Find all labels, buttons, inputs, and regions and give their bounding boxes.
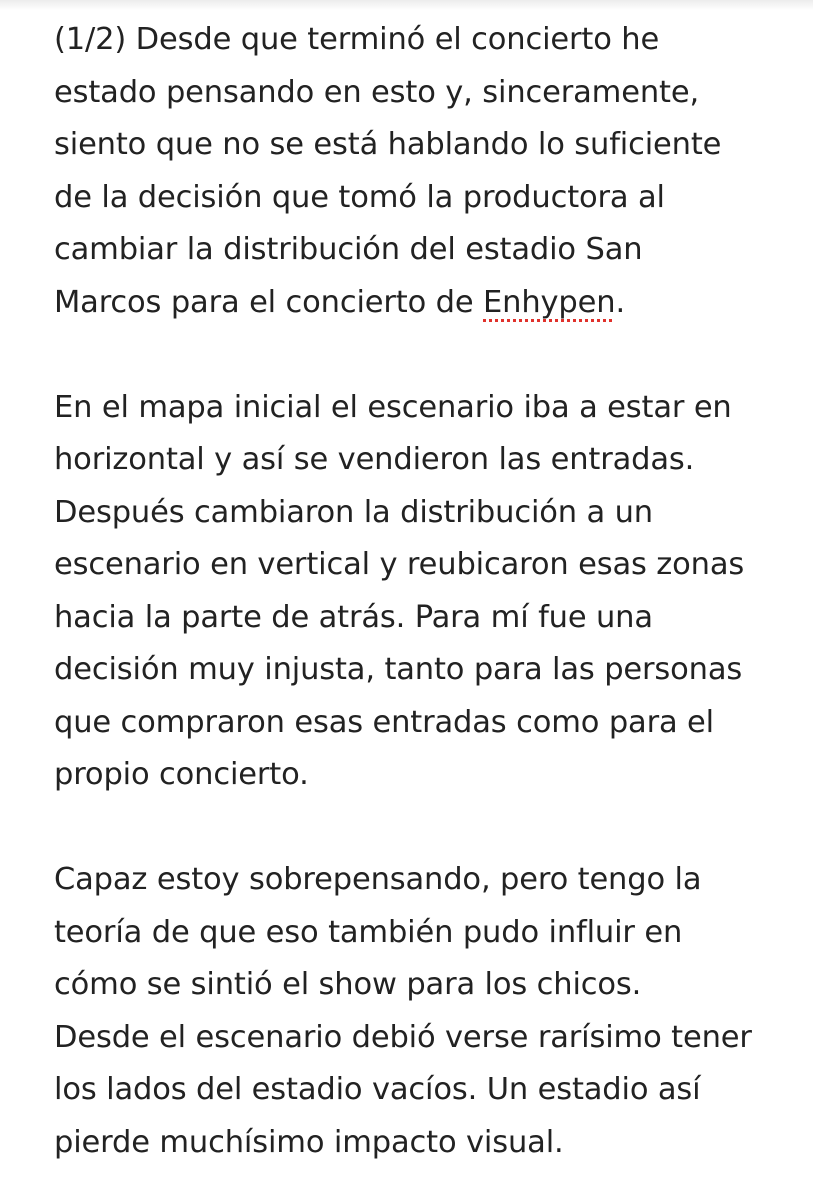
paragraph-2	[54, 382, 799, 802]
text-line: teoría de que eso también pudo influir en	[54, 914, 683, 950]
paragraph-spacer	[54, 802, 799, 855]
text-line: cómo se sintió el show para los chicos.	[54, 967, 642, 1002]
top-scroll-shadow	[0, 0, 813, 10]
text-line: horizontal y así se vendieron las entradas.	[54, 442, 695, 477]
text-line: Desde el escenario debió verse rarísimo tener	[54, 1019, 752, 1055]
text-line: los lados del estadio vacíos. Un estadio así	[54, 1072, 701, 1107]
paragraph-spacer	[54, 329, 799, 382]
text-line: (1/2) Desde que terminó el concierto he	[54, 22, 660, 57]
text-line: cambiar la distribución del estadio San	[54, 232, 643, 267]
text-segment: .	[615, 284, 625, 320]
paragraph-3	[54, 854, 799, 1169]
text-line: siento que no se está hablando lo suficiente	[54, 127, 722, 162]
text-line: En el mapa inicial el escenario iba a estar en	[54, 389, 732, 425]
text-line: escenario en vertical y reubicaron esas zonas	[54, 547, 745, 582]
text-line: decisión muy injusta, tanto para las personas	[54, 652, 743, 687]
text-line: propio concierto.	[54, 757, 309, 792]
text-segment: Marcos para el concierto de	[54, 284, 484, 320]
text-line: hacia la parte de atrás. Para mí fue una	[54, 599, 653, 635]
text-line: de la decisión que tomó la productora al	[54, 179, 665, 215]
text-line: estado pensando en esto y, sinceramente,	[54, 74, 699, 110]
misspelled-word[interactable]: Enhypen	[483, 284, 616, 320]
text-line: Capaz estoy sobrepensando, pero tengo la	[54, 862, 702, 897]
text-line: pierde muchísimo impacto visual.	[54, 1124, 564, 1160]
text-line: que compraron esas entradas como para el	[54, 704, 714, 740]
paragraph-1	[54, 14, 799, 329]
text-line: Después cambiaron la distribución a un	[54, 494, 653, 530]
text-line	[54, 277, 799, 330]
note-text-area[interactable]	[54, 14, 799, 1169]
